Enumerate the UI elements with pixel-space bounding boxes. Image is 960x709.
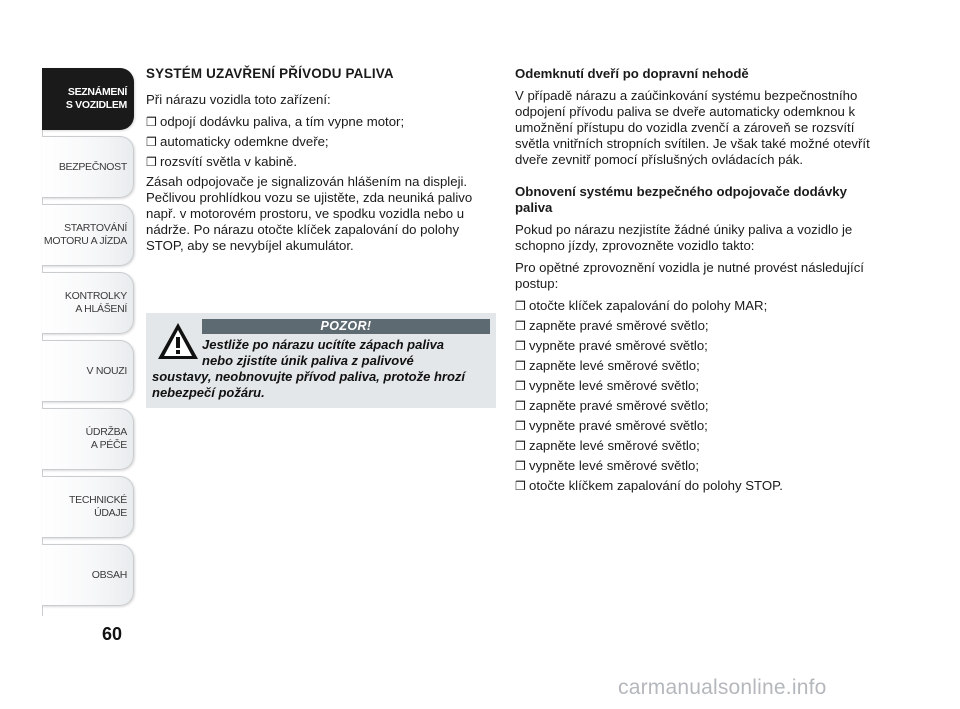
right-column [515,66,875,498]
checkbox-bullet-icon: ❒ [515,399,526,413]
list-item: ❒ otočte klíčkem zapalování do polohy STOP. [515,478,783,493]
intro-text: Při nárazu vozidla toto zařízení: [146,92,331,107]
tab-udrzba[interactable] [42,408,134,470]
tab-label: STARTOVÁNÍ MOTORU A JÍZDA [43,222,127,247]
body-paragraph: Pokud po nárazu nezjistíte žádné úniky paliva a vozidlo je schopno jízdy, zprovozněte vozidlo takto: [515,222,853,253]
page-number: 60 [102,624,123,644]
checkbox-bullet-icon: ❒ [515,439,526,453]
left-column [146,66,496,260]
tab-label: SEZNÁMENÍ S VOZIDLEM [65,86,127,111]
watermark: carmanualsonline.info [618,676,827,699]
checkbox-bullet-icon: ❒ [515,379,526,393]
tab-bezpecnost[interactable] [42,136,134,198]
checkbox-bullet-icon: ❒ [515,339,526,353]
checkbox-bullet-icon: ❒ [146,115,157,129]
body-paragraph: Zásah odpojovače je signalizován hlášením na displeji. Pečlivou prohlídkou vozu se ujistěte, zda neuniká palivo např. v motorovém prostoru, ve spodku vozidla nebo u nádrže. Po nárazu otočte klíček zapalování do polohy STOP, aby se nevybíjel akumulátor. [146,174,473,253]
subheading-door-unlock: Odemknutí dveří po dopravní nehodě [515,66,749,81]
tab-v-nouzi[interactable] [42,340,134,402]
checkbox-bullet-icon: ❒ [146,135,157,149]
checkbox-bullet-icon: ❒ [515,299,526,313]
warning-title: POZOR! [202,319,490,334]
section-heading: SYSTÉM UZAVŘENÍ PŘÍVODU PALIVA [146,66,394,81]
list-item: ❒ vypněte levé směrové světlo; [515,458,700,473]
subheading-restore-system: Obnovení systému bezpečného odpojovače dodávky paliva [515,184,847,215]
tab-label: BEZPEČNOST [58,160,127,173]
list-item: ❒ vypněte pravé směrové světlo; [515,338,708,353]
list-item: ❒ automaticky odemkne dveře; [146,134,329,149]
tab-label: KONTROLKY A HLÁŠENÍ [64,290,127,315]
tab-startovani[interactable] [42,204,134,266]
tab-label: TECHNICKÉ ÚDAJE [69,494,127,519]
tab-technicke-udaje[interactable] [42,476,134,538]
list-item: ❒ otočte klíček zapalování do polohy MAR; [515,298,768,313]
tab-label: ÚDRŽBA A PÉČE [85,426,127,451]
warning-text: Jestliže po nárazu ucítíte zápach paliva nebo zjistíte únik paliva z palivové soustavy, neobnovujte přívod paliva, protože hrozí nebezpečí požáru. [152,337,466,400]
checkbox-bullet-icon: ❒ [515,479,526,493]
checkbox-bullet-icon: ❒ [515,319,526,333]
list-item: ❒ rozsvítí světla v kabině. [146,154,298,169]
tab-seznameni-s-vozidlem[interactable] [42,68,134,130]
tab-obsah[interactable] [42,544,134,606]
tab-label: V NOUZI [86,364,127,377]
body-paragraph: V případě nárazu a zaúčinkování systému bezpečnostního odpojení přívodu paliva se dveře automaticky odemknou k umožnění přístupu do vozidla zvenčí a zároveň se rozsvítí světla vnitřních stropních svítilen. Je však také možné otevřít dveře zevnitř pomocí příslušných ovládacích pák. [515,88,870,167]
tab-label: OBSAH [91,568,127,581]
body-paragraph: Pro opětné zprovoznění vozidla je nutné provést následující postup: [515,260,864,291]
checkbox-bullet-icon: ❒ [146,155,157,169]
list-item: ❒ vypněte pravé směrové světlo; [515,418,708,433]
checkbox-bullet-icon: ❒ [515,359,526,373]
checkbox-bullet-icon: ❒ [515,459,526,473]
list-item: ❒ zapněte pravé směrové světlo; [515,398,709,413]
chapter-tabs [42,68,134,612]
list-item: ❒ odpojí dodávku paliva, a tím vypne motor; [146,114,405,129]
tab-kontrolky[interactable] [42,272,134,334]
warning-box [146,313,496,408]
list-item: ❒ zapněte levé směrové světlo; [515,358,700,373]
list-item: ❒ zapněte levé směrové světlo; [515,438,700,453]
list-item: ❒ vypněte levé směrové světlo; [515,378,700,393]
list-item: ❒ zapněte pravé směrové světlo; [515,318,709,333]
checkbox-bullet-icon: ❒ [515,419,526,433]
